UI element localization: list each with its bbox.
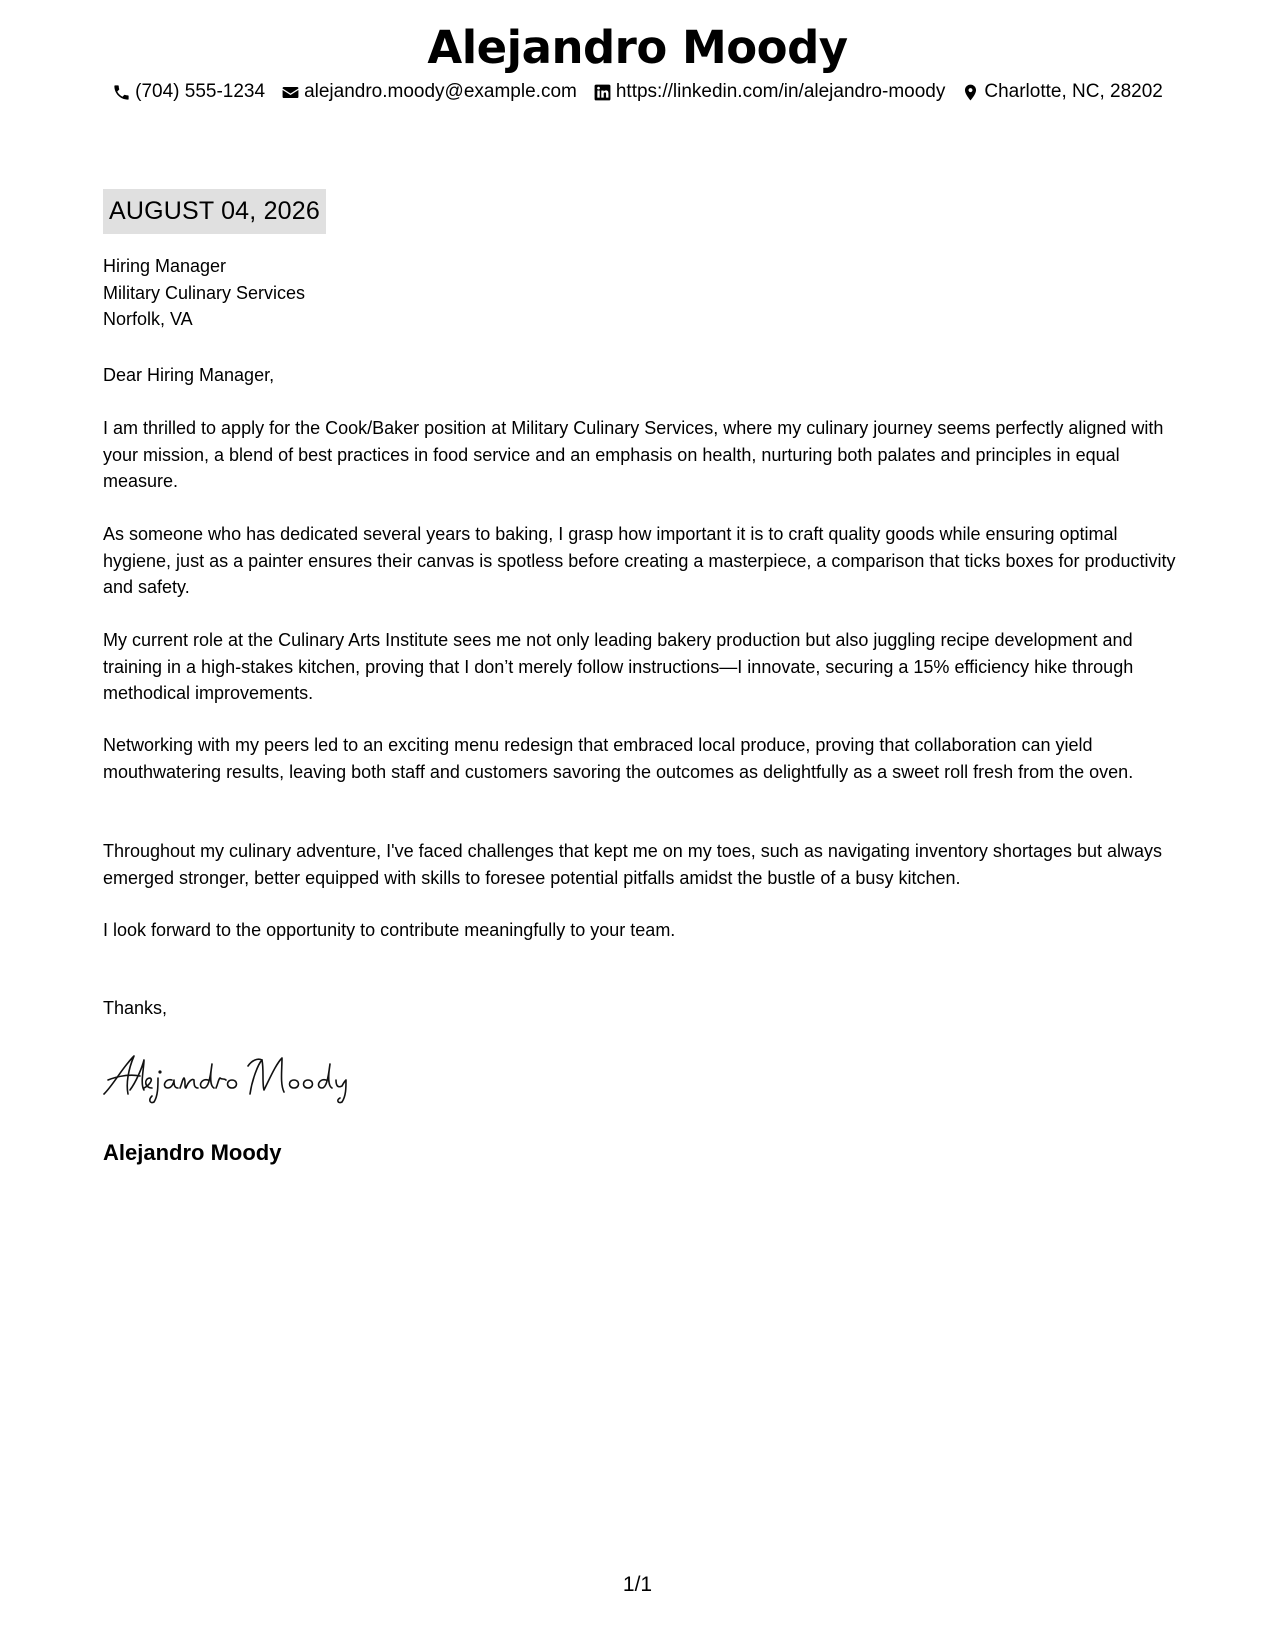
recipient-location: Norfolk, VA <box>103 309 193 329</box>
salutation: Dear Hiring Manager, <box>103 365 275 385</box>
body-paragraph: My current role at the Culinary Arts Institute sees me not only leading bakery production but also juggling recipe development and training in a high-stakes kitchen, proving that I don’t merely follow instructions—I innovate, securing a 15% efficiency hike through methodical improvements. <box>103 630 1134 703</box>
email-text: alejandro.moody@example.com <box>304 81 577 102</box>
contact-phone <box>112 78 265 106</box>
contact-email <box>281 78 577 106</box>
contact-location <box>961 78 1163 106</box>
body-paragraph: Throughout my culinary adventure, I've faced challenges that kept me on my toes, such as navigating inventory shortages but always emerged stronger, better equipped with skills to foresee potential pitfalls amidst the bustle of a busy kitchen. <box>103 841 1163 888</box>
recipient-title: Hiring Manager <box>103 256 227 276</box>
letter-date: AUGUST 04, 2026 <box>103 189 326 234</box>
body-paragraph: As someone who has dedicated several years to baking, I grasp how important it is to craft quality goods while ensuring optimal hygiene, just as a painter ensures their canvas is spotless before creating a masterpiece, a comparison that ticks boxes for productivity and safety. <box>103 524 1176 597</box>
signer-name: Alejandro Moody <box>103 1140 282 1165</box>
contact-info-bar <box>0 78 1275 106</box>
applicant-name-heading: Alejandro Moody <box>427 21 848 74</box>
map-marker-icon <box>961 83 980 102</box>
contact-linkedin <box>593 78 946 106</box>
phone-icon <box>112 83 131 102</box>
body-paragraph: Networking with my peers led to an exciting menu redesign that embraced local produce, proving that collaboration can yield mouthwatering results, leaving both staff and customers savoring the outcomes as delightfully as a sweet roll fresh from the oven. <box>103 735 1134 782</box>
recipient-block <box>103 253 1178 333</box>
location-text: Charlotte, NC, 28202 <box>984 81 1163 102</box>
body-paragraph: I am thrilled to apply for the Cook/Baker position at Military Culinary Services, where my culinary journey seems perfectly aligned with your mission, a blend of best practices in food service and an emphasis on health, nurturing both palates and principles in equal measure. <box>103 418 1164 491</box>
page-number: 1/1 <box>622 1573 653 1596</box>
closing: Thanks, <box>103 998 168 1018</box>
body-paragraph: I look forward to the opportunity to contribute meaningfully to your team. <box>103 920 676 940</box>
linkedin-text: https://linkedin.com/in/alejandro-moody <box>615 81 946 102</box>
recipient-company: Military Culinary Services <box>103 282 306 303</box>
linkedin-icon <box>593 83 612 102</box>
phone-text: (704) 555-1234 <box>135 81 266 102</box>
handwritten-signature <box>100 1050 370 1105</box>
envelope-icon <box>281 83 300 102</box>
